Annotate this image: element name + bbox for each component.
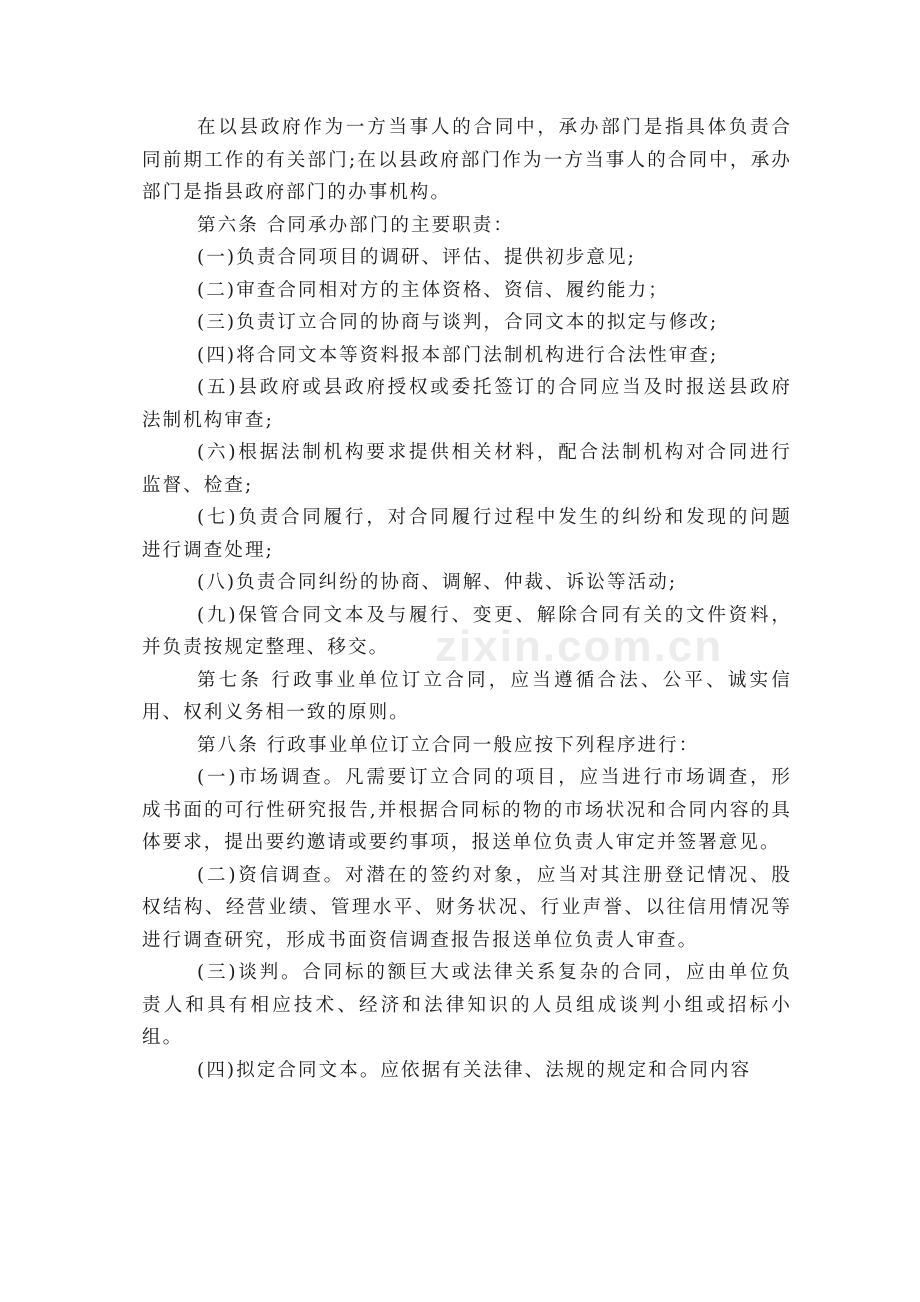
article-8-heading: 第八条 行政事业单位订立合同一般应按下列程序进行：: [197, 734, 700, 756]
paragraph-undertaking-dept-definition: 在以县政府作为一方当事人的合同中，承办部门是指具体负责合同前期工作的有关部门;在以县政府部门作为一方当事人的合同中，承办部门是指县政府部门的办事机构。: [142, 117, 792, 203]
article-6-item-3: (三)负责订立合同的协商与谈判，合同文本的拟定与修改;: [197, 312, 719, 333]
article-8-item-2: (二)资信调查。对潜在的签约对象，应当对其注册登记情况、股权结构、经营业绩、管理水平、财务状况、行业声誉、以往信用情况等进行调查研究，形成书面资信调查报告报送单位负责人审查。: [142, 864, 792, 951]
article-6-item-4: (四)将合同文本等资料报本部门法制机构进行合法性审查;: [197, 344, 719, 366]
article-6-item-8: (八)负责合同纠纷的协商、调解、仲裁、诉讼等活动;: [197, 572, 678, 593]
article-6-item-9: (九)保管合同文本及与履行、变更、解除合同有关的文件资料，并负责按规定整理、移交。: [142, 604, 792, 658]
article-6-heading: 第六条 合同承办部门的主要职责：: [197, 214, 514, 236]
article-6-item-6: (六)根据法制机构要求提供相关材料，配合法制机构对合同进行监督、检查;: [142, 442, 792, 496]
article-8-item-4: (四)拟定合同文本。应依据有关法律、法规的规定和合同内容: [197, 1059, 752, 1081]
article-6-item-5: (五)县政府或县政府授权或委托签订的合同应当及时报送县政府法制机构审查;: [142, 377, 792, 431]
document-body: [142, 112, 792, 1087]
article-7: 第七条 行政事业单位订立合同，应当遵循合法、公平、诚实信用、权利义务相一致的原则。: [142, 669, 792, 723]
article-6-item-1: (一)负责合同项目的调研、评估、提供初步意见;: [197, 247, 636, 268]
article-8-item-3: (三)谈判。合同标的额巨大或法律关系复杂的合同，应由单位负责人和具有相应技术、经济和法律知识的人员组成谈判小组或招标小组。: [142, 962, 792, 1048]
watermark-text: zixin.com.cn: [435, 622, 724, 671]
article-6-item-7: (七)负责合同履行，对合同履行过程中发生的纠纷和发现的问题进行调查处理;: [142, 507, 792, 561]
article-8-item-1: (一)市场调查。凡需要订立合同的项目，应当进行市场调查，形成书面的可行性研究报告,并根据合同标的物的市场状况和合同内容的具体要求，提出要约邀请或要约事项，报送单位负责人审定并签署意见。: [142, 767, 792, 853]
article-6-item-2: (二)审查合同相对方的主体资格、资信、履约能力；: [197, 279, 669, 301]
